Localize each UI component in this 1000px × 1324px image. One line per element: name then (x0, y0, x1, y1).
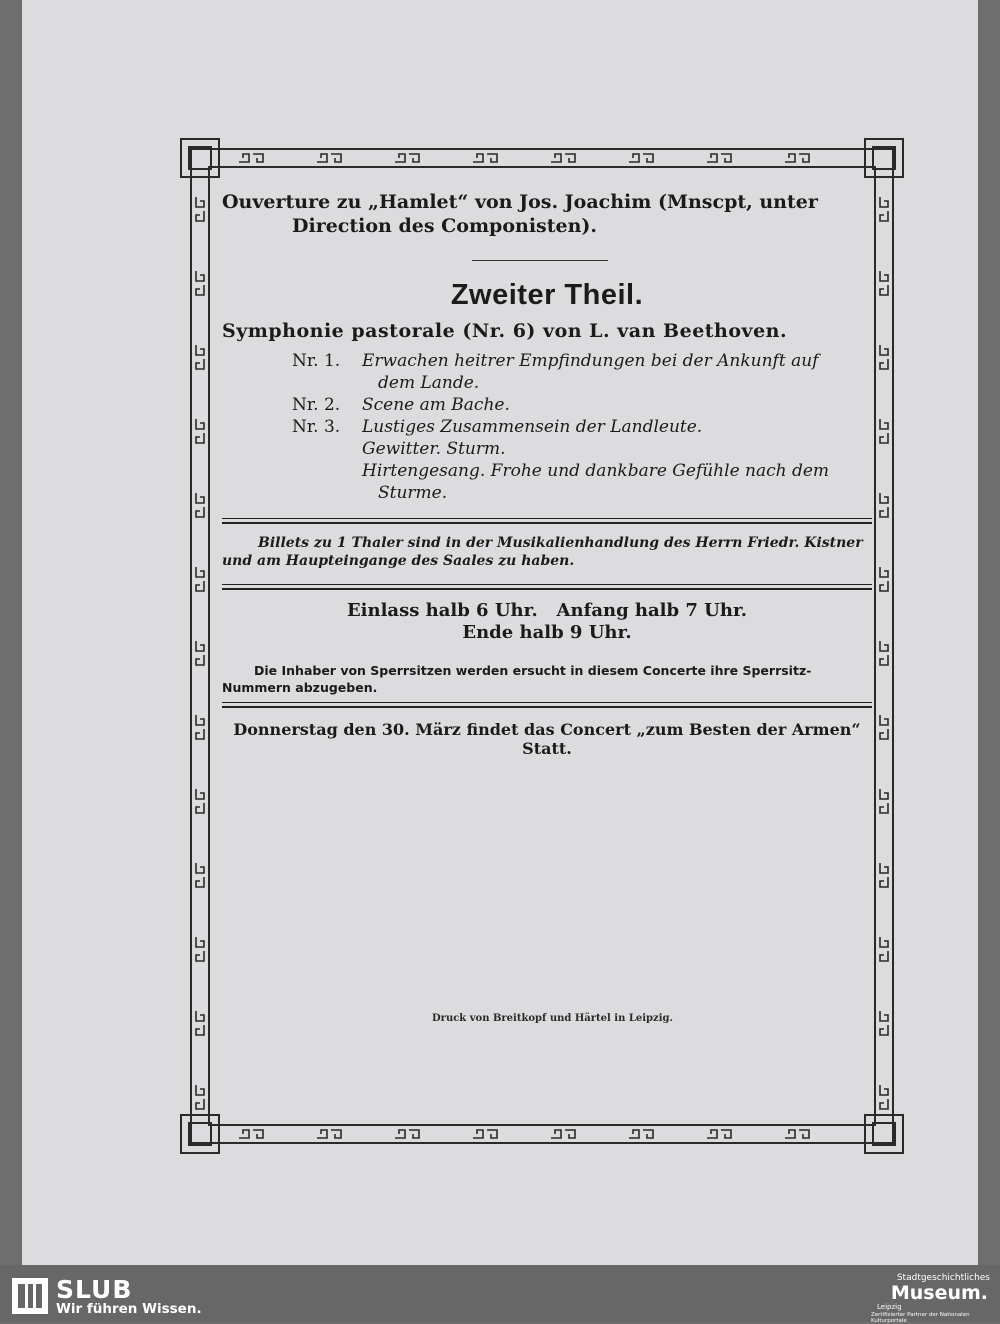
museum-prefix: Stadtgeschichtliches (896, 1273, 990, 1283)
movement-text: Erwachen heitrer Empfindungen bei der Ankunft auf (362, 351, 819, 371)
movement-number: Nr. 2. (292, 395, 341, 415)
double-rule (222, 584, 872, 590)
symphony-title: Symphonie pastorale (Nr. 6) von L. van Beethoven. (222, 320, 788, 342)
double-rule (222, 702, 872, 708)
ticket-line-2: und am Haupteingange des Saales zu haben. (222, 553, 575, 569)
movement-text: Gewitter. Sturm. (362, 439, 506, 459)
printer-credit: Druck von Breitkopf und Härtel in Leipzig. (432, 1013, 673, 1024)
museum-city: Leipzig (877, 1303, 902, 1311)
program-content (222, 190, 872, 758)
next-concert-note: Donnerstag den 30. März findet das Concert „zum Besten der Armen“ Statt. (233, 720, 861, 758)
movement-text: Hirtengesang. Frohe und dankbare Gefühle nach dem (362, 461, 830, 481)
library-tagline: Wir führen Wissen. (56, 1301, 202, 1317)
time-info (222, 600, 872, 644)
movement-item (222, 350, 872, 394)
museum-name: Museum. (890, 1282, 988, 1304)
movement-text-cont: dem Lande. (378, 373, 480, 393)
double-rule (222, 518, 872, 524)
movement-item (222, 438, 872, 460)
time-line-2: Ende halb 9 Uhr. (462, 622, 632, 643)
museum-partner: Zertifizierter Partner der Nationalen Kulturportale (871, 1312, 970, 1324)
seat-notice (222, 662, 872, 696)
movement-item (222, 416, 872, 438)
movement-text: Lustiges Zusammensein der Landleute. (362, 417, 703, 437)
movement-text-cont: Sturme. (378, 483, 448, 503)
overture-line-1: Ouverture zu „Hamlet“ von Jos. Joachim (Mnscpt, unter (222, 191, 818, 213)
movement-item (222, 460, 872, 504)
notice-line-1: Die Inhaber von Sperrsitzen werden ersucht in diesem Concerte ihre Sperrsitz- (254, 663, 812, 678)
movement-list (222, 350, 872, 504)
overture-line-2: Direction des Componisten). (292, 215, 598, 237)
overture-entry (222, 190, 872, 238)
movement-number: Nr. 1. (292, 351, 341, 371)
part-title: Zweiter Theil. (450, 279, 644, 311)
ticket-info (222, 534, 872, 570)
footer-bar (0, 1265, 1000, 1322)
notice-line-2: Nummern abzugeben. (222, 680, 378, 695)
library-name: SLUB (56, 1275, 133, 1304)
time-line-1: Einlass halb 6 Uhr. Anfang halb 7 Uhr. (346, 600, 748, 621)
movement-text: Scene am Bache. (362, 395, 510, 415)
separator-rule (472, 260, 608, 261)
movement-number: Nr. 3. (292, 417, 341, 437)
movement-item (222, 394, 872, 416)
slub-logo-icon (12, 1278, 48, 1314)
ticket-line-1: Billets zu 1 Thaler sind in der Musikalienhandlung des Herrn Friedr. Kistner (258, 535, 863, 551)
document-page (22, 0, 978, 1265)
